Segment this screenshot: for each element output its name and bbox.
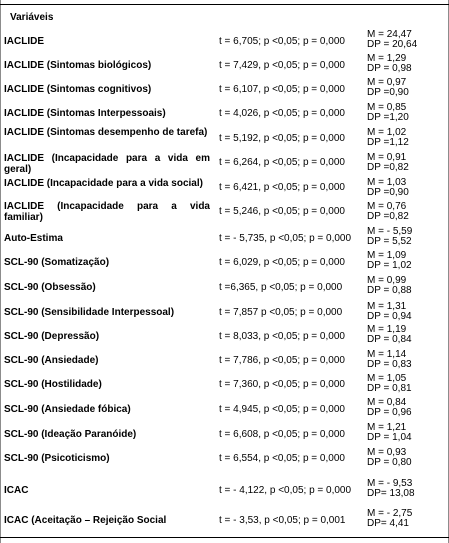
test-statistic: t = 5,246, p <0,05; p = 0,000	[219, 206, 345, 217]
mean-value: M = - 5,59	[367, 226, 413, 237]
mean-value: M = 0,84	[367, 397, 407, 408]
mean-value: M = 1,21	[367, 422, 407, 433]
test-statistic: t = 7,786, p <0,05; p = 0,000	[219, 355, 345, 366]
sd-value: DP = 20,64	[367, 39, 418, 50]
mean-value: M = 1,03	[367, 177, 407, 188]
sd-value: DP= 13,08	[367, 488, 415, 499]
mean-value: M = 0,99	[367, 275, 407, 286]
test-statistic: t = 4,026, p <0,05; p = 0,000	[219, 108, 345, 119]
variable-label: SCL-90 (Ansiedade fóbica)	[4, 404, 131, 415]
variable-label: IACLIDE (Sintomas biológicos)	[4, 60, 152, 71]
sd-value: DP =0,82	[367, 162, 409, 173]
variable-label: SCL-90 (Somatização)	[4, 257, 110, 268]
table-left-border	[0, 0, 1, 543]
mean-value: M = 24,47	[367, 29, 412, 40]
variable-label: IACLIDE (Sintomas cognitivos)	[4, 84, 152, 95]
column-header-variables: Variáveis	[10, 12, 54, 23]
descriptives	[367, 251, 412, 271]
mean-value: M = 1,14	[367, 349, 407, 360]
descriptives	[367, 202, 409, 222]
variable-label: SCL-90 (Sensibilidade Interpessoal)	[4, 307, 175, 318]
sd-value: DP = 1,02	[367, 260, 412, 271]
sd-value: DP= 4,41	[367, 518, 409, 529]
variable-label: Auto-Estima	[4, 233, 63, 244]
mean-value: M = 1,02	[367, 127, 407, 138]
descriptives	[367, 302, 412, 322]
mean-value: M = 0,85	[367, 102, 407, 113]
descriptives	[367, 103, 409, 123]
descriptives	[367, 509, 412, 529]
variable-label: SCL-90 (Depressão)	[4, 331, 100, 342]
variable-label: ICAC	[4, 485, 29, 496]
test-statistic: t = 7,857 p <0,05; p = 0,000	[219, 307, 343, 318]
descriptives	[367, 153, 409, 173]
variable-label: IACLIDE (Incapacidade para a vida em geral)	[4, 153, 210, 175]
variable-label: IACLIDE (Sintomas desempenho de tarefa)	[4, 127, 208, 138]
descriptives	[367, 398, 412, 418]
test-statistic: t = 6,421, p <0,05; p = 0,000	[219, 182, 345, 193]
mean-value: M = 1,05	[367, 373, 407, 384]
test-statistic: t = 7,360, p <0,05; p = 0,000	[219, 379, 345, 390]
sd-value: DP = 5,52	[367, 236, 412, 247]
mean-value: M = - 9,53	[367, 478, 413, 489]
descriptives	[367, 178, 409, 198]
variable-label: IACLIDE (Incapacidade para a vida social)	[4, 178, 203, 189]
mean-value: M = 1,09	[367, 250, 407, 261]
descriptives	[367, 78, 409, 98]
variable-label: SCL-90 (Hostilidade)	[4, 379, 102, 390]
sd-value: DP =0,90	[367, 187, 409, 198]
sd-value: DP = 0,98	[367, 63, 412, 74]
sd-value: DP = 0,96	[367, 407, 412, 418]
test-statistic: t = 6,554, p <0,05; p = 0,000	[219, 453, 345, 464]
sd-value: DP =0,82	[367, 211, 409, 222]
variable-label: ICAC (Aceitação – Rejeição Social	[4, 515, 167, 526]
descriptives	[367, 128, 409, 148]
test-statistic: t = - 5,735, p <0,05; p = 0,000	[219, 233, 352, 244]
descriptives	[367, 374, 412, 394]
mean-value: M = 1,29	[367, 53, 407, 64]
test-statistic: t =6,365, p <0,05; p = 0,000	[219, 282, 343, 293]
descriptives	[367, 30, 417, 50]
sd-value: DP = 1,04	[367, 432, 412, 443]
mean-value: M = 1,19	[367, 324, 407, 335]
table-bottom-rule	[0, 537, 449, 538]
descriptives	[367, 448, 412, 468]
test-statistic: t = 4,945, p <0,05; p = 0,000	[219, 404, 345, 415]
test-statistic: t = 6,107, p <0,05; p = 0,000	[219, 84, 345, 95]
test-statistic: t = - 3,53, p <0,05; p = 0,001	[219, 515, 346, 526]
test-statistic: t = 6,264, p <0,05; p = 0,000	[219, 157, 345, 168]
descriptives	[367, 479, 415, 499]
descriptives	[367, 276, 412, 296]
variable-label: IACLIDE	[4, 36, 44, 47]
mean-value: M = 0,76	[367, 201, 407, 212]
sd-value: DP = 0,84	[367, 334, 412, 345]
sd-value: DP =0,90	[367, 87, 409, 98]
mean-value: M = 0,91	[367, 152, 407, 163]
variable-label: SCL-90 (Ansiedade)	[4, 355, 99, 366]
descriptives	[367, 54, 412, 74]
sd-value: DP = 0,81	[367, 383, 412, 394]
sd-value: DP =1,12	[367, 137, 409, 148]
sd-value: DP = 0,83	[367, 359, 412, 370]
sd-value: DP = 0,94	[367, 311, 412, 322]
sd-value: DP =1,20	[367, 112, 409, 123]
mean-value: M = 1,31	[367, 301, 407, 312]
table-top-rule	[0, 4, 449, 5]
sd-value: DP = 0,88	[367, 285, 412, 296]
test-statistic: t = 8,033, p <0,05; p = 0,000	[219, 331, 345, 342]
descriptives	[367, 325, 412, 345]
variable-label: IACLIDE (Sintomas Interpessoais)	[4, 108, 166, 119]
variable-label: IACLIDE (Incapacidade para a vida familiar)	[4, 201, 210, 223]
test-statistic: t = 5,192, p <0,05; p = 0,000	[219, 133, 345, 144]
descriptives	[367, 423, 412, 443]
descriptives	[367, 227, 412, 247]
sd-value: DP = 0,80	[367, 457, 412, 468]
mean-value: M = 0,97	[367, 77, 407, 88]
variable-label: SCL-90 (Psicoticismo)	[4, 453, 110, 464]
descriptives	[367, 350, 412, 370]
test-statistic: t = 6,029, p <0,05; p = 0,000	[219, 257, 345, 268]
mean-value: M = - 2,75	[367, 508, 413, 519]
test-statistic: t = 6,608, p <0,05; p = 0,000	[219, 429, 345, 440]
test-statistic: t = 6,705; p <0,05; p = 0,000	[219, 36, 345, 47]
test-statistic: t = - 4,122, p <0,05; p = 0,000	[219, 485, 352, 496]
variable-label: SCL-90 (Ideação Paranóide)	[4, 429, 137, 440]
mean-value: M = 0,93	[367, 447, 407, 458]
test-statistic: t = 7,429, p <0,05; p = 0,000	[219, 60, 345, 71]
variable-label: SCL-90 (Obsessão)	[4, 282, 96, 293]
